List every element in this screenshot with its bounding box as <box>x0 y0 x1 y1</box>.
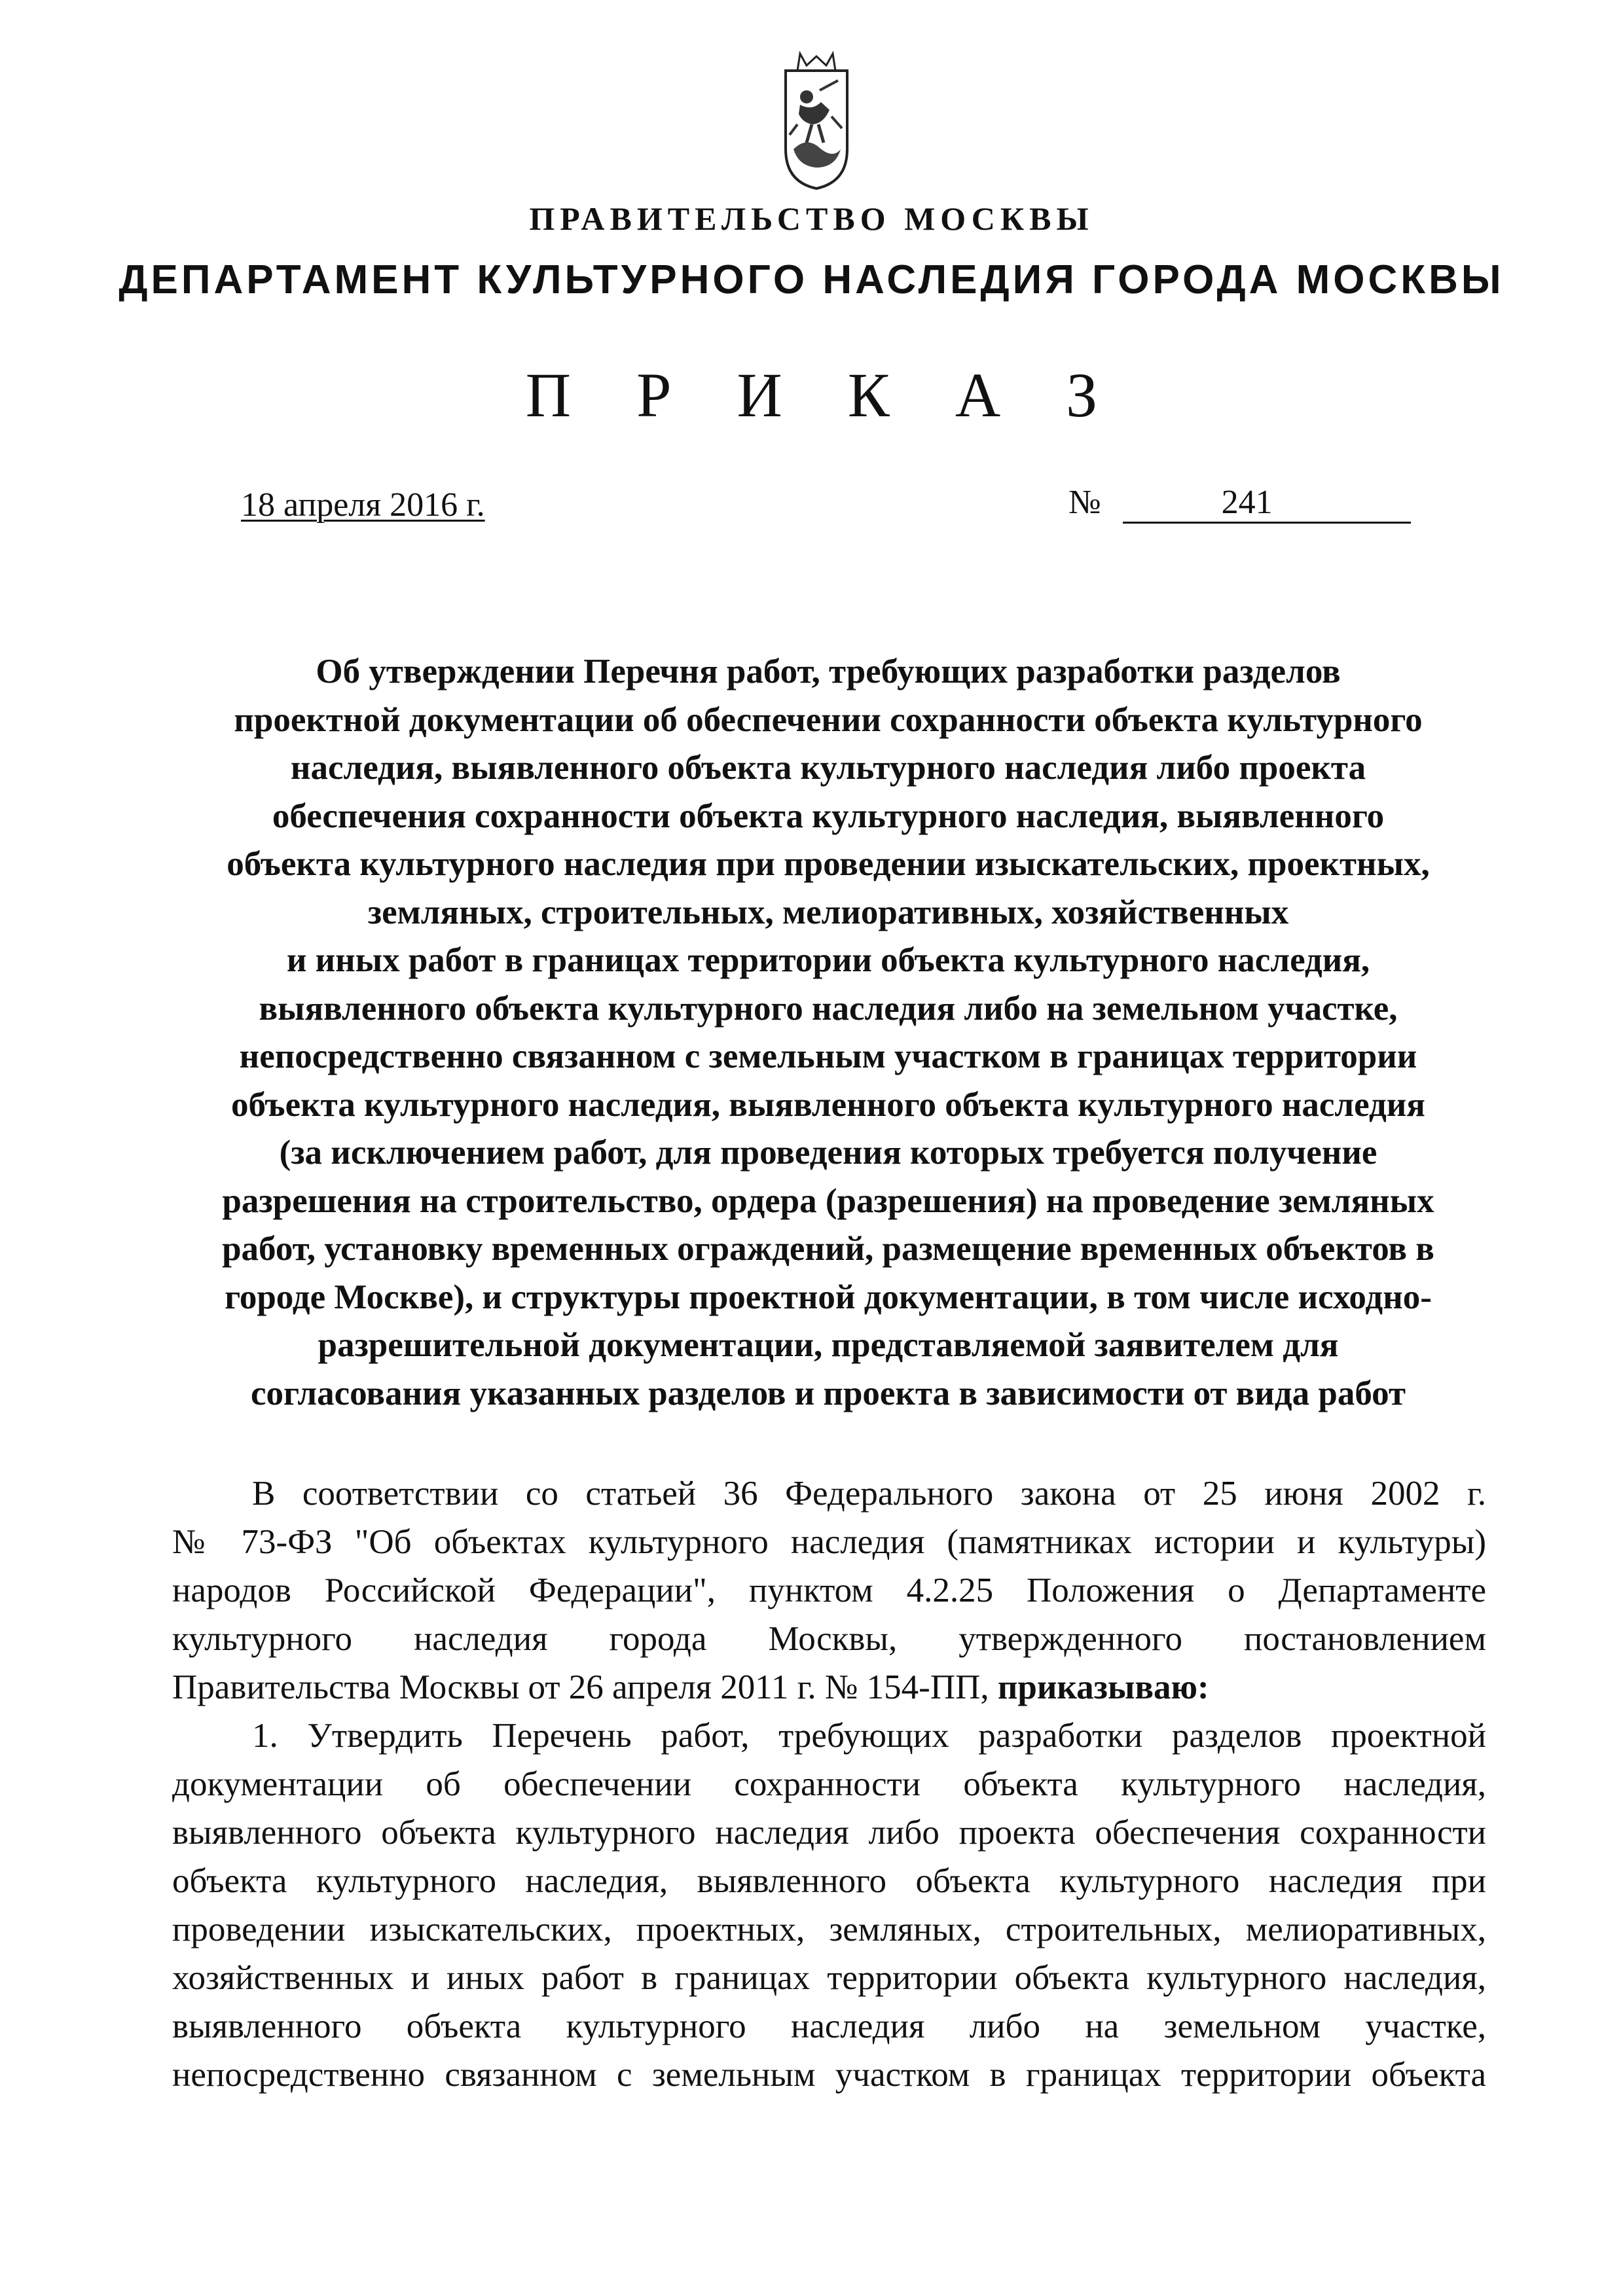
order-number-block <box>1068 483 1411 524</box>
body-line: народов Российской Федерации", пунктом 4.2.25 Положения о Департаменте <box>172 1571 1486 1609</box>
item-line: объекта культурного наследия, выявленного объекта культурного наследия при <box>172 1862 1486 1900</box>
heading-line: разрешительной документации, представляемой заявителем для <box>318 1326 1339 1364</box>
item-line: документации об обеспечении сохранности объекта культурного наследия, <box>172 1765 1486 1803</box>
department-title: ДЕПАРТАМЕНТ КУЛЬТУРНОГО НАСЛЕДИЯ ГОРОДА МОСКВЫ <box>119 257 1504 302</box>
heading-line: земляных, строительных, мелиоративных, хозяйственных <box>367 893 1289 931</box>
heading-line: наследия, выявленного объекта культурного наследия либо проекта <box>290 749 1366 787</box>
document-body <box>172 1469 1486 2099</box>
order-word: приказываю: <box>997 1668 1209 1706</box>
item-line: выявленного объекта культурного наследия либо на земельном участке, <box>172 2007 1486 2045</box>
heading-line: Об утверждении Перечня работ, требующих разработки разделов <box>316 653 1341 691</box>
body-line: В соответствии со статьей 36 Федерального закона от 25 июня 2002 г. <box>252 1475 1486 1513</box>
heading-line: проектной документации об обеспечении сохранности объекта культурного <box>234 700 1423 739</box>
heading-line: обеспечения сохранности объекта культурного наследия, выявленного <box>272 797 1385 835</box>
item-line: 1. Утвердить Перечень работ, требующих разработки разделов проектной <box>252 1717 1486 1755</box>
item-line: непосредственно связанном с земельным участком в границах территории объекта <box>172 2056 1486 2094</box>
heading-line: согласования указанных разделов и проекта в зависимости от вида работ <box>251 1374 1406 1412</box>
body-line-text: Правительства Москвы от 26 апреля 2011 г. № 154-ПП, <box>172 1668 998 1706</box>
heading-line: (за исключением работ, для проведения которых требуется получение <box>279 1134 1377 1172</box>
order-date: 18 апреля 2016 г. <box>241 486 485 524</box>
item-line: проведении изыскательских, проектных, земляных, строительных, мелиоративных, <box>172 1910 1486 1948</box>
heading-line: объекта культурного наследия при проведении изыскательских, проектных, <box>227 845 1430 883</box>
item-line: хозяйственных и иных работ в границах территории объекта культурного наследия, <box>172 1959 1486 1997</box>
heading-line: объекта культурного наследия, выявленного объекта культурного наследия <box>231 1085 1425 1124</box>
body-line-final <box>172 1663 1486 1712</box>
heading-line: и иных работ в границах территории объекта культурного наследия, <box>286 941 1370 979</box>
body-line: культурного наследия города Москвы, утвержденного постановлением <box>172 1620 1486 1658</box>
heading-line: городе Москве), и структуры проектной документации, в том числе исходно- <box>225 1278 1432 1316</box>
heading-line: выявленного объекта культурного наследия либо на земельном участке, <box>259 989 1398 1028</box>
document-heading <box>177 648 1480 1418</box>
heading-line: непосредственно связанном с земельным участком в границах территории <box>239 1037 1417 1075</box>
body-line: № 73-ФЗ "Об объектах культурного наследия (памятниках истории и культуры) <box>172 1523 1486 1561</box>
heading-line: работ, установку временных ограждений, размещение временных объектов в <box>222 1230 1434 1268</box>
number-sign: № <box>1068 484 1101 521</box>
heading-line: разрешения на строительство, ордера (разрешения) на проведение земляных <box>222 1181 1434 1220</box>
document-type-title: П Р И К А З <box>525 360 1123 430</box>
moscow-coat-of-arms-icon <box>780 51 852 192</box>
item-line: выявленного объекта культурного наследия либо проекта обеспечения сохранности <box>172 1814 1486 1852</box>
government-title: ПРАВИТЕЛЬСТВО МОСКВЫ <box>529 200 1094 237</box>
order-number: 241 <box>1123 483 1411 524</box>
